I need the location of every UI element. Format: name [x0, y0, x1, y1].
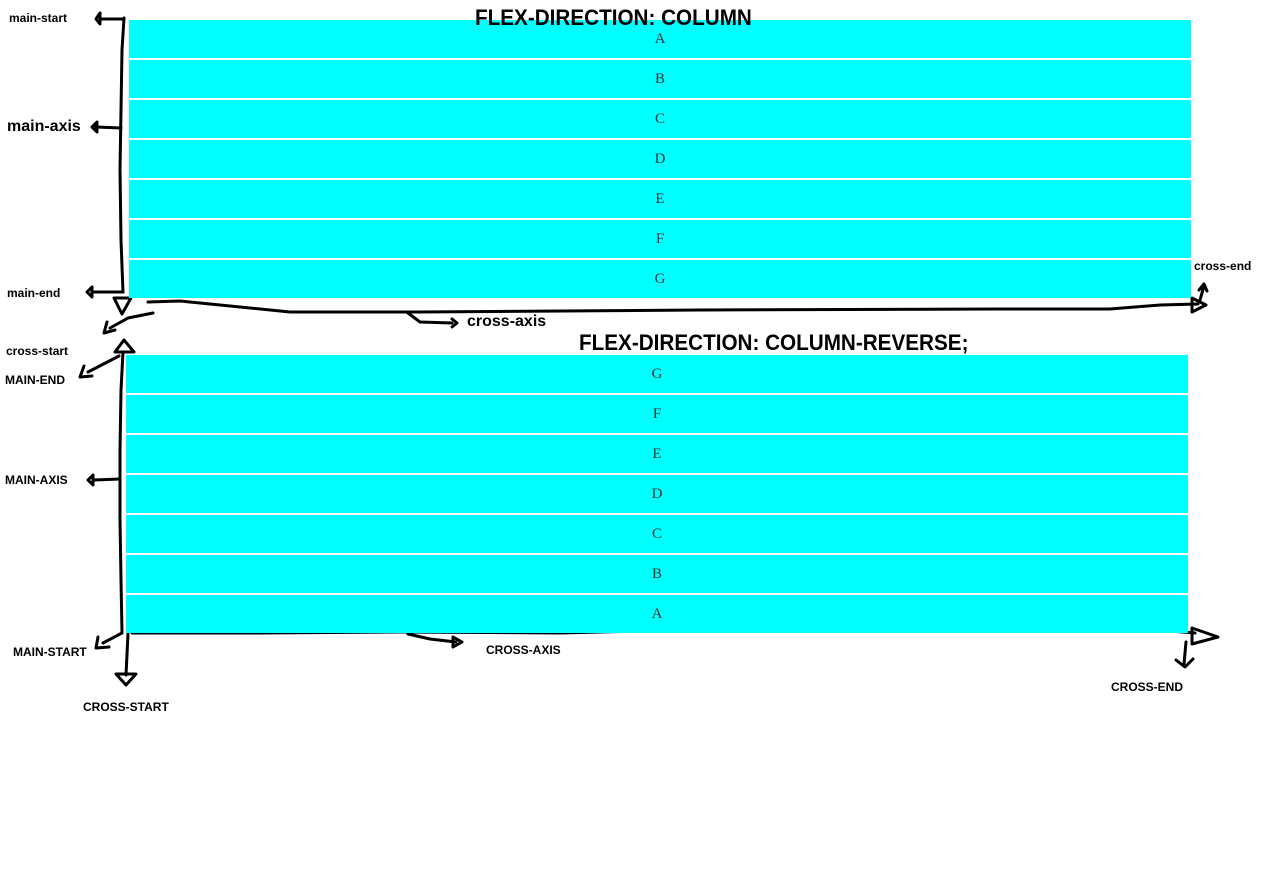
flex-item: F — [129, 220, 1191, 258]
cross-end-arrow-2 — [1184, 642, 1186, 664]
main-start-arrow-2 — [103, 633, 122, 643]
main-start-label-2: MAIN-START — [13, 645, 87, 659]
flex-item: G — [126, 355, 1188, 393]
flex-item: F — [126, 395, 1188, 433]
flex-item: B — [129, 60, 1191, 98]
diagram-2-title: FLEX-DIRECTION: COLUMN-REVERSE; — [579, 330, 969, 355]
cross-start-marker — [114, 298, 131, 314]
flex-item: A — [129, 20, 1191, 58]
flex-item: E — [129, 180, 1191, 218]
main-start-arrowhead — [96, 13, 100, 24]
cross-end-label: cross-end — [1194, 259, 1252, 273]
main-end-label: main-end — [7, 286, 61, 300]
cross-start-arrow — [110, 313, 153, 328]
flex-item: C — [126, 515, 1188, 553]
cross-end-label-2: CROSS-END — [1111, 680, 1184, 694]
main-axis-arrowhead-2 — [88, 475, 93, 485]
main-axis-line — [120, 18, 124, 292]
flex-item: G — [129, 260, 1191, 298]
main-axis-arrow-2 — [94, 479, 120, 480]
cross-axis-label: cross-axis — [467, 313, 547, 330]
cross-axis-arrow-2 — [408, 634, 456, 642]
flex-item: C — [129, 100, 1191, 138]
cross-axis-line — [148, 301, 1198, 312]
main-axis-arrow — [96, 127, 121, 128]
main-axis-label: main-axis — [7, 118, 81, 135]
flex-item: D — [129, 140, 1191, 178]
main-start-label: main-start — [9, 11, 68, 25]
flex-item: D — [126, 475, 1188, 513]
cross-axis-arrow — [408, 313, 452, 323]
main-axis-line-2 — [120, 352, 123, 632]
cross-axis-label-2: CROSS-AXIS — [486, 643, 561, 657]
flex-item: A — [126, 595, 1188, 633]
flex-item: E — [126, 435, 1188, 473]
cross-start-label-2: CROSS-START — [83, 700, 169, 714]
column-container — [129, 20, 1191, 298]
cross-start-label: cross-start — [6, 344, 69, 358]
cross-start-marker-2 — [115, 340, 134, 352]
main-end-label-2: MAIN-END — [5, 373, 65, 387]
main-end-arrow-2 — [88, 356, 119, 372]
diagram-1-title: FLEX-DIRECTION: COLUMN — [475, 5, 752, 30]
column-reverse-container — [126, 355, 1188, 633]
cross-end-arrowhead-2 — [1192, 628, 1218, 644]
flex-item: B — [126, 555, 1188, 593]
main-axis-label-2: MAIN-AXIS — [5, 473, 68, 487]
cross-start-arrow-2 — [126, 634, 128, 675]
main-end-arrowhead — [87, 287, 92, 297]
